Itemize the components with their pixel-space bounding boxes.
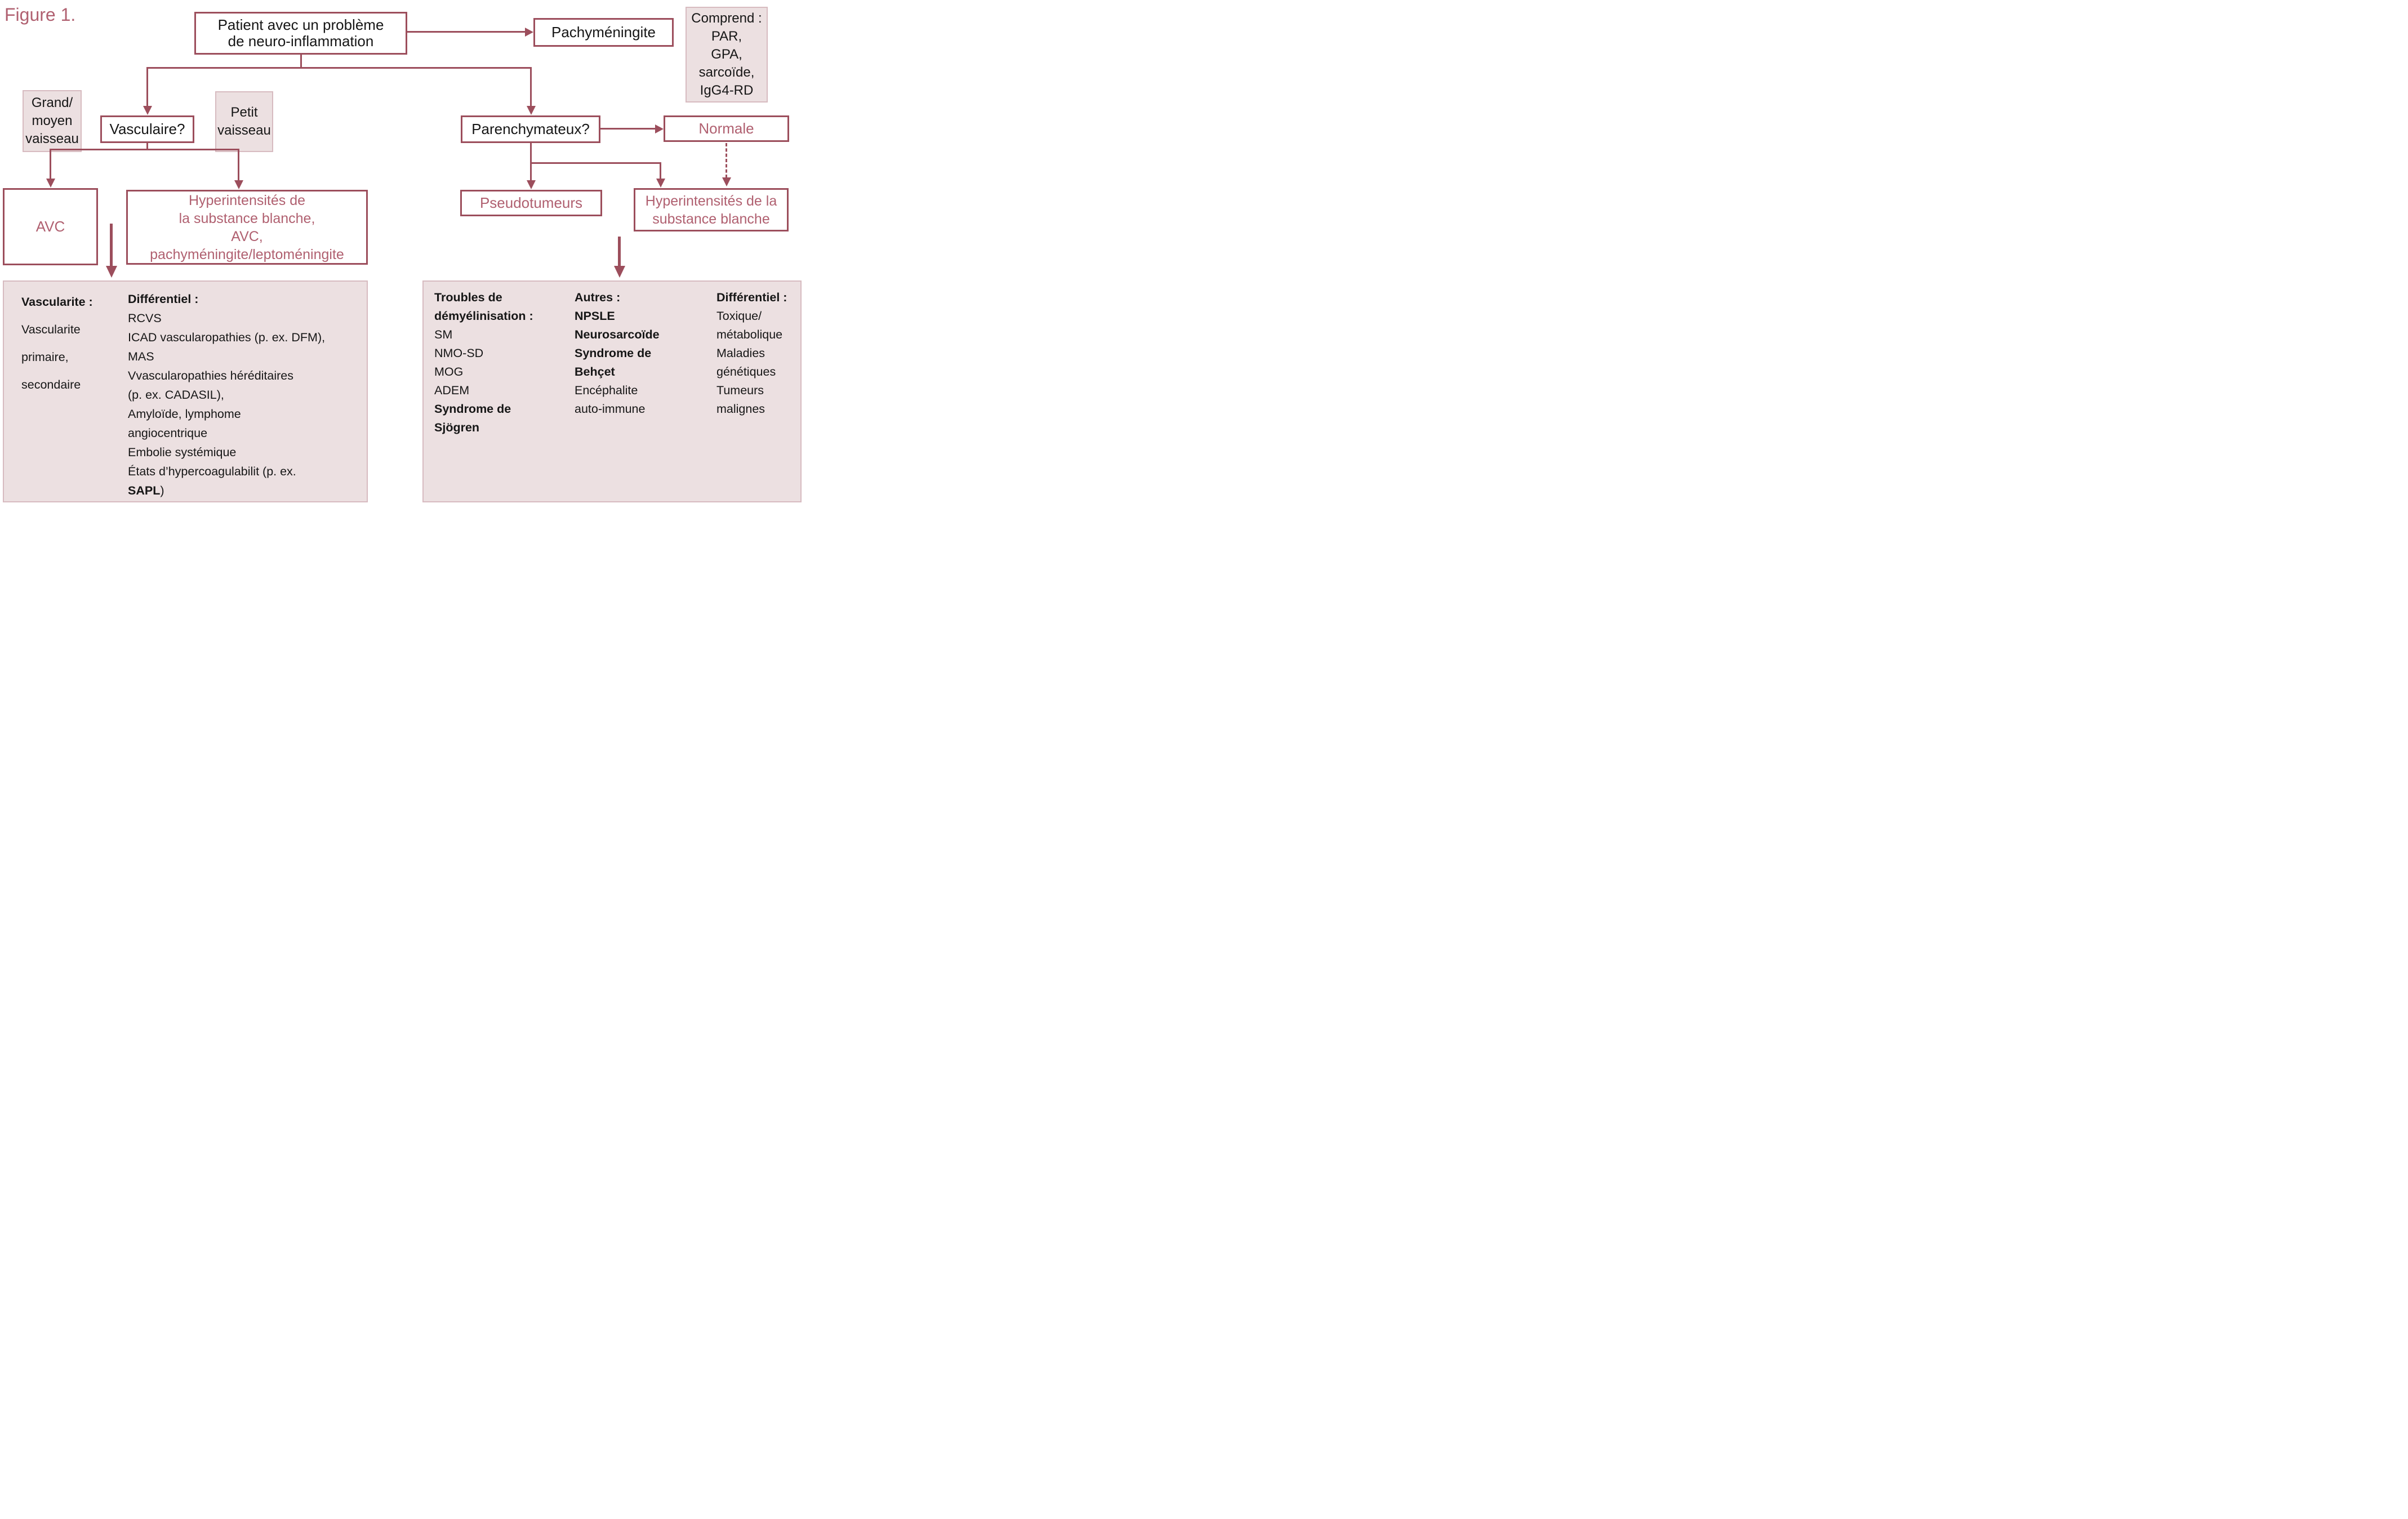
autres-line: Neurosarcoïde: [575, 328, 660, 341]
differentiel-right-line: métabolique: [716, 328, 783, 341]
connector-normale-dashed: [725, 143, 727, 178]
differentiel-left-header: Différentiel :: [128, 292, 199, 306]
normale-box: [664, 115, 789, 142]
grand-moyen-line: vaisseau: [25, 131, 79, 146]
autres-col: [575, 288, 660, 418]
thick-arrow-right: [618, 237, 621, 267]
connector-to-avc: [50, 149, 51, 180]
demyelinisation-col: [434, 288, 533, 437]
autres-line: Encéphalite: [575, 384, 638, 397]
differentiel-right-line: Maladies: [716, 346, 765, 360]
vascularite-line: secondaire: [21, 378, 81, 391]
differentiel-left-line: MAS: [128, 350, 154, 363]
comprend-line: PAR,: [711, 29, 742, 44]
parenchymateux-box: [461, 115, 600, 143]
vascularite-header: Vascularite :: [21, 295, 93, 309]
demyelinisation-line: NMO-SD: [434, 346, 484, 360]
differentiel-left-line: Vvascularopathies héréditaires: [128, 369, 293, 382]
avc-label: AVC: [35, 218, 65, 235]
demyelinisation-line: Syndrome de: [434, 402, 511, 416]
differentiel-left-line: Embolie systémique: [128, 446, 237, 459]
hyper-right-box: [634, 188, 789, 231]
hyper-right-line: substance blanche: [652, 211, 770, 227]
connector-vasculaire-split: [50, 149, 239, 150]
autres-header: Autres :: [575, 291, 621, 304]
arrowhead-down-icon: [527, 180, 536, 189]
arrowhead-right-icon: [525, 28, 533, 37]
vascularite-line: primaire,: [21, 350, 69, 364]
patient-box: [194, 12, 407, 55]
thick-arrow-left: [110, 224, 113, 267]
vascularite-line: Vascularite: [21, 323, 81, 336]
differentiel-right-line: Toxique/: [716, 309, 762, 323]
panel-vascularite: [3, 280, 368, 502]
comprend-box: [686, 7, 768, 103]
arrowhead-down-icon: [722, 177, 731, 186]
parenchymateux-label: Parenchymateux?: [471, 121, 590, 137]
differentiel-right-line: malignes: [716, 402, 765, 416]
normale-label: Normale: [698, 120, 754, 137]
connector-to-pseudotumeurs: [530, 162, 532, 181]
pachymeningite-box: [533, 18, 674, 47]
flowchart-canvas: [0, 0, 803, 506]
differentiel-left-line: RCVS: [128, 311, 162, 325]
demyelinisation-line: Sjögren: [434, 421, 480, 434]
demyelinisation-header: Troubles de: [434, 291, 502, 304]
differentiel-right-line: génétiques: [716, 365, 776, 378]
hyper-left-line: Hyperintensités de: [188, 192, 306, 208]
grand-moyen-line: moyen: [32, 113, 73, 128]
avc-box: [3, 188, 98, 265]
arrowhead-down-icon: [46, 179, 55, 188]
connector-split-top: [146, 67, 532, 69]
vasculaire-box: [100, 115, 194, 143]
connector-to-hyper-left: [238, 149, 239, 181]
comprend-line: IgG4-RD: [700, 83, 754, 98]
grand-moyen-line: Grand/: [31, 95, 73, 110]
hyper-left-box: [126, 190, 368, 265]
hyper-left-line: AVC,: [231, 228, 263, 244]
arrowhead-down-icon: [143, 106, 152, 115]
pseudotumeurs-box: [460, 190, 602, 216]
hyper-left-line: la substance blanche,: [179, 210, 315, 226]
pachymeningite-label: Pachyméningite: [551, 24, 656, 41]
differentiel-left-line: ICAD vascularopathies (p. ex. DFM),: [128, 331, 326, 344]
autres-line: auto-immune: [575, 402, 646, 416]
differentiel-right-col: [716, 288, 787, 418]
differentiel-right-line: Tumeurs: [716, 384, 764, 397]
vascularite-col: [21, 288, 93, 399]
demyelinisation-line: ADEM: [434, 384, 470, 397]
patient-line: Patient avec un problème: [217, 16, 384, 33]
arrowhead-down-icon: [614, 266, 625, 278]
connector-to-parenchymateux: [530, 67, 532, 106]
autres-line: Behçet: [575, 365, 615, 378]
autres-line: NPSLE: [575, 309, 615, 323]
grand-moyen-vaisseau-box: [23, 90, 82, 152]
figure-label: Figure 1.: [5, 5, 76, 25]
differentiel-left-line: (p. ex. CADASIL),: [128, 388, 224, 402]
differentiel-left-line: [128, 481, 325, 500]
arrowhead-right-icon: [655, 124, 664, 133]
comprend-line: Comprend :: [691, 11, 762, 26]
connector-to-vasculaire: [146, 67, 148, 106]
demyelinisation-line: MOG: [434, 365, 464, 378]
differentiel-left-line: Amyloïde, lymphome: [128, 407, 241, 421]
pseudotumeurs-label: Pseudotumeurs: [479, 194, 583, 211]
hyper-right-line: Hyperintensités de la: [645, 193, 777, 209]
arrowhead-down-icon: [656, 179, 665, 188]
petit-vaisseau-line: vaisseau: [217, 123, 271, 138]
differentiel-left-line-rest: ): [160, 484, 164, 497]
connector-parenchymateux-down: [530, 143, 532, 164]
arrowhead-down-icon: [106, 266, 117, 278]
arrowhead-down-icon: [527, 106, 536, 115]
differentiel-left-col: [128, 289, 325, 500]
differentiel-left-line: États d’hypercoagulabilit (p. ex.: [128, 465, 296, 478]
connector-parenchymateux-split: [530, 162, 661, 164]
connector-patient-down: [300, 55, 302, 68]
arrowhead-down-icon: [234, 180, 243, 189]
connector-parenchymateux-to-normale: [600, 128, 656, 130]
connector-patient-to-pachymeningite: [407, 31, 526, 33]
petit-vaisseau-line: Petit: [230, 105, 258, 120]
petit-vaisseau-box: [215, 91, 273, 152]
autres-line: Syndrome de: [575, 346, 652, 360]
demyelinisation-header: démyélinisation :: [434, 309, 533, 323]
demyelinisation-line: SM: [434, 328, 453, 341]
hyper-left-line: pachyméningite/leptoméningite: [150, 246, 344, 262]
vasculaire-label: Vasculaire?: [109, 121, 185, 137]
patient-line: de neuro-inflammation: [228, 33, 374, 50]
comprend-line: GPA,: [711, 47, 742, 62]
comprend-line: sarcoïde,: [698, 65, 755, 80]
panel-parenchyme: [422, 280, 802, 502]
differentiel-left-line: angiocentrique: [128, 426, 208, 440]
differentiel-left-line-bold: SAPL: [128, 484, 161, 497]
differentiel-right-header: Différentiel :: [716, 291, 787, 304]
connector-to-hyper-right: [660, 162, 661, 179]
